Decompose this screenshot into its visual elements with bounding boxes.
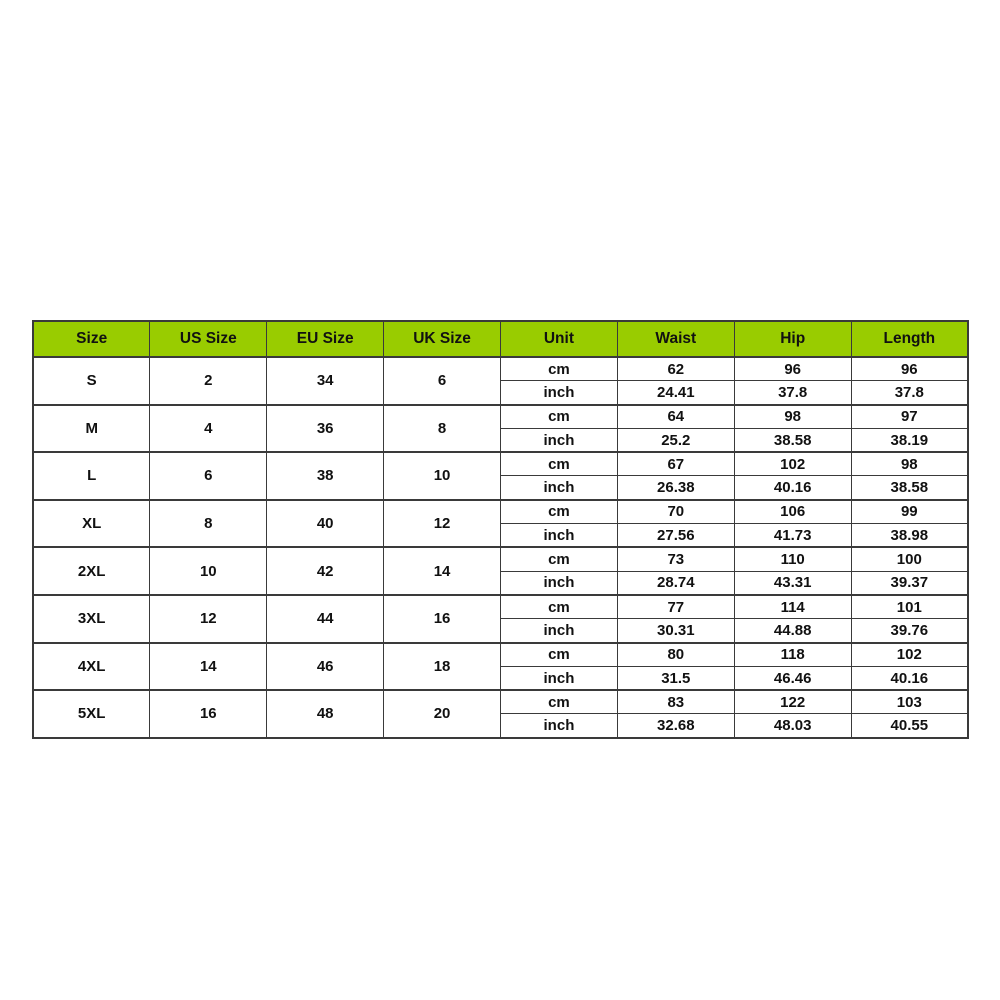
hip-cell: 44.88 <box>734 619 851 643</box>
hip-cell: 102 <box>734 452 851 476</box>
table-row-cm <box>33 595 968 619</box>
hip-cell: 48.03 <box>734 714 851 738</box>
size-cell: L <box>33 452 150 500</box>
eu-size-cell: 38 <box>267 452 384 500</box>
length-cell: 97 <box>851 405 968 429</box>
waist-cell: 32.68 <box>617 714 734 738</box>
uk-size-cell: 16 <box>384 595 501 643</box>
length-cell: 96 <box>851 357 968 381</box>
eu-size-cell: 36 <box>267 405 384 453</box>
unit-cell: inch <box>501 666 618 690</box>
size-cell: XL <box>33 500 150 548</box>
waist-cell: 80 <box>617 643 734 667</box>
header-size: Size <box>33 321 150 357</box>
unit-cell: inch <box>501 619 618 643</box>
length-cell: 38.58 <box>851 476 968 500</box>
header-length: Length <box>851 321 968 357</box>
waist-cell: 77 <box>617 595 734 619</box>
waist-cell: 26.38 <box>617 476 734 500</box>
waist-cell: 31.5 <box>617 666 734 690</box>
hip-cell: 122 <box>734 690 851 714</box>
size-cell: M <box>33 405 150 453</box>
waist-cell: 70 <box>617 500 734 524</box>
uk-size-cell: 8 <box>384 405 501 453</box>
uk-size-cell: 14 <box>384 547 501 595</box>
unit-cell: inch <box>501 476 618 500</box>
table-row-cm <box>33 643 968 667</box>
header-row <box>33 321 968 357</box>
unit-cell: cm <box>501 690 618 714</box>
table-row-cm <box>33 690 968 714</box>
length-cell: 103 <box>851 690 968 714</box>
hip-cell: 40.16 <box>734 476 851 500</box>
header-hip: Hip <box>734 321 851 357</box>
eu-size-cell: 34 <box>267 357 384 405</box>
unit-cell: cm <box>501 452 618 476</box>
hip-cell: 37.8 <box>734 381 851 405</box>
size-cell: 3XL <box>33 595 150 643</box>
header-eu-size: EU Size <box>267 321 384 357</box>
length-cell: 39.37 <box>851 571 968 595</box>
unit-cell: cm <box>501 547 618 571</box>
table-row-cm <box>33 452 968 476</box>
size-cell: S <box>33 357 150 405</box>
table-row-cm <box>33 405 968 429</box>
waist-cell: 73 <box>617 547 734 571</box>
table-row-cm <box>33 357 968 381</box>
length-cell: 40.16 <box>851 666 968 690</box>
length-cell: 38.19 <box>851 428 968 452</box>
eu-size-cell: 44 <box>267 595 384 643</box>
hip-cell: 106 <box>734 500 851 524</box>
waist-cell: 64 <box>617 405 734 429</box>
header-uk-size: UK Size <box>384 321 501 357</box>
length-cell: 100 <box>851 547 968 571</box>
waist-cell: 25.2 <box>617 428 734 452</box>
size-chart-table <box>32 320 969 739</box>
table-row-cm <box>33 547 968 571</box>
us-size-cell: 6 <box>150 452 267 500</box>
length-cell: 38.98 <box>851 524 968 548</box>
waist-cell: 30.31 <box>617 619 734 643</box>
hip-cell: 98 <box>734 405 851 429</box>
hip-cell: 46.46 <box>734 666 851 690</box>
hip-cell: 38.58 <box>734 428 851 452</box>
us-size-cell: 12 <box>150 595 267 643</box>
us-size-cell: 10 <box>150 547 267 595</box>
us-size-cell: 4 <box>150 405 267 453</box>
unit-cell: inch <box>501 381 618 405</box>
hip-cell: 96 <box>734 357 851 381</box>
unit-cell: cm <box>501 643 618 667</box>
length-cell: 37.8 <box>851 381 968 405</box>
eu-size-cell: 42 <box>267 547 384 595</box>
waist-cell: 83 <box>617 690 734 714</box>
eu-size-cell: 40 <box>267 500 384 548</box>
eu-size-cell: 46 <box>267 643 384 691</box>
waist-cell: 62 <box>617 357 734 381</box>
header-waist: Waist <box>617 321 734 357</box>
unit-cell: cm <box>501 595 618 619</box>
uk-size-cell: 12 <box>384 500 501 548</box>
waist-cell: 27.56 <box>617 524 734 548</box>
us-size-cell: 14 <box>150 643 267 691</box>
hip-cell: 43.31 <box>734 571 851 595</box>
hip-cell: 114 <box>734 595 851 619</box>
header-unit: Unit <box>501 321 618 357</box>
hip-cell: 110 <box>734 547 851 571</box>
hip-cell: 118 <box>734 643 851 667</box>
unit-cell: cm <box>501 500 618 524</box>
length-cell: 98 <box>851 452 968 476</box>
length-cell: 39.76 <box>851 619 968 643</box>
unit-cell: inch <box>501 524 618 548</box>
uk-size-cell: 6 <box>384 357 501 405</box>
waist-cell: 67 <box>617 452 734 476</box>
unit-cell: inch <box>501 428 618 452</box>
waist-cell: 24.41 <box>617 381 734 405</box>
uk-size-cell: 18 <box>384 643 501 691</box>
us-size-cell: 16 <box>150 690 267 738</box>
size-cell: 5XL <box>33 690 150 738</box>
size-cell: 4XL <box>33 643 150 691</box>
unit-cell: cm <box>501 357 618 381</box>
length-cell: 102 <box>851 643 968 667</box>
unit-cell: cm <box>501 405 618 429</box>
waist-cell: 28.74 <box>617 571 734 595</box>
unit-cell: inch <box>501 571 618 595</box>
uk-size-cell: 20 <box>384 690 501 738</box>
hip-cell: 41.73 <box>734 524 851 548</box>
uk-size-cell: 10 <box>384 452 501 500</box>
us-size-cell: 8 <box>150 500 267 548</box>
eu-size-cell: 48 <box>267 690 384 738</box>
us-size-cell: 2 <box>150 357 267 405</box>
length-cell: 99 <box>851 500 968 524</box>
length-cell: 40.55 <box>851 714 968 738</box>
header-us-size: US Size <box>150 321 267 357</box>
length-cell: 101 <box>851 595 968 619</box>
size-cell: 2XL <box>33 547 150 595</box>
table-row-cm <box>33 500 968 524</box>
unit-cell: inch <box>501 714 618 738</box>
